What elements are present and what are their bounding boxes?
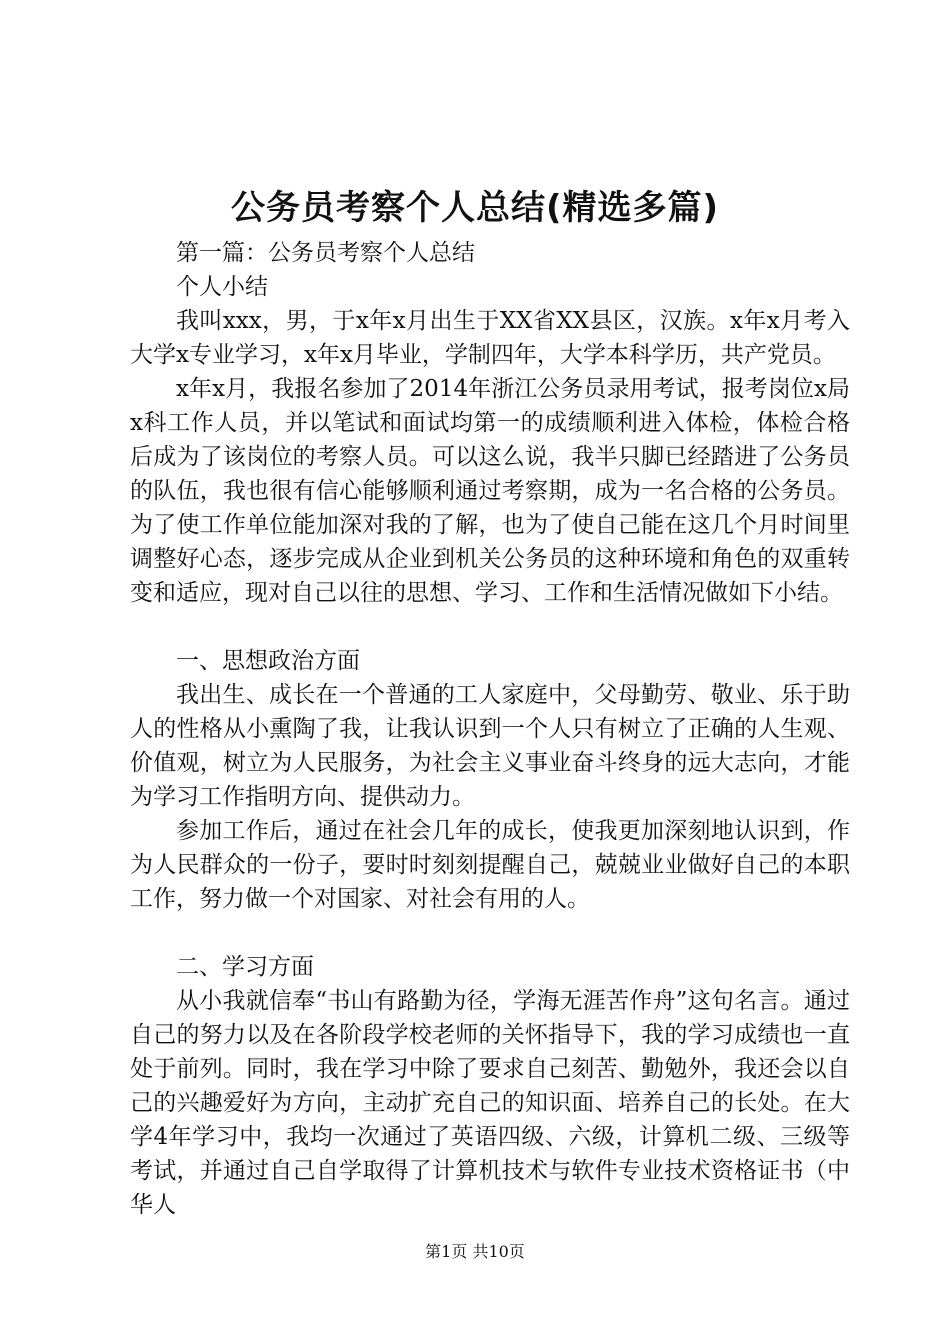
paragraph: x年x月，我报名参加了2014年浙江公务员录用考试，报考岗位x局x科工作人员，并以笔试和面试均第一的成绩顺利进入体检，体检合格后成为了该岗位的考察人员。可以这么说，我半只脚已经踏进了公务员的队伍，我也很有信心能够顺利通过考察期，成为一名合格的公务员。为了使工作单位能加深对我的了解，也为了使自己能在这几个月时间里调整好心态，逐步完成从企业到机关公务员的这种环境和角色的双重转变和适应，现对自己以往的思想、学习、工作和生活情况做如下小结。	[130, 376, 850, 606]
paragraph: 我出生、成长在一个普通的工人家庭中，父母勤劳、敬业、乐于助人的性格从小熏陶了我，让我认识到一个人只有树立了正确的人生观、价值观，树立为人民服务，为社会主义事业奋斗终身的远大志向，才能为学习工作指明方向、提供动力。	[130, 682, 850, 810]
paragraph: 从小我就信奉“书山有路勤为径，学海无涯苦作舟”这句名言。通过自己的努力以及在各阶段学校老师的关怀指导下，我的学习成绩也一直处于前列。同时，我在学习中除了要求自己刻苦、勤勉外，我还会以自己的兴趣爱好为方向，主动扩充自己的知识面、培养自己的长处。在大学4年学习中，我均一次通过了英语四级、六级，计算机二级、三级等考试，并通过自己自学取得了计算机技术与软件专业技术资格证书（中华人	[130, 988, 850, 1218]
section-heading: 个人小结	[176, 274, 268, 300]
document-body	[130, 236, 850, 1222]
section-heading: 一、思想政治方面	[176, 648, 360, 674]
section-heading: 二、学习方面	[176, 954, 314, 980]
page-number-footer: 第1页 共10页	[425, 1242, 525, 1261]
paragraph: 我叫xxx，男，于x年x月出生于XX省XX县区，汉族。x年x月考入大学x专业学习，x年x月毕业，学制四年，大学本科学历，共产党员。	[130, 308, 850, 368]
paragraph: 参加工作后，通过在社会几年的成长，使我更加深刻地认识到，作为人民群众的一份子，要时时刻刻提醒自己，兢兢业业做好自己的本职工作，努力做一个对国家、对社会有用的人。	[130, 818, 850, 912]
document-title: 公务员考察个人总结(精选多篇)	[230, 188, 720, 228]
chapter-heading: 第一篇：公务员考察个人总结	[176, 240, 475, 266]
